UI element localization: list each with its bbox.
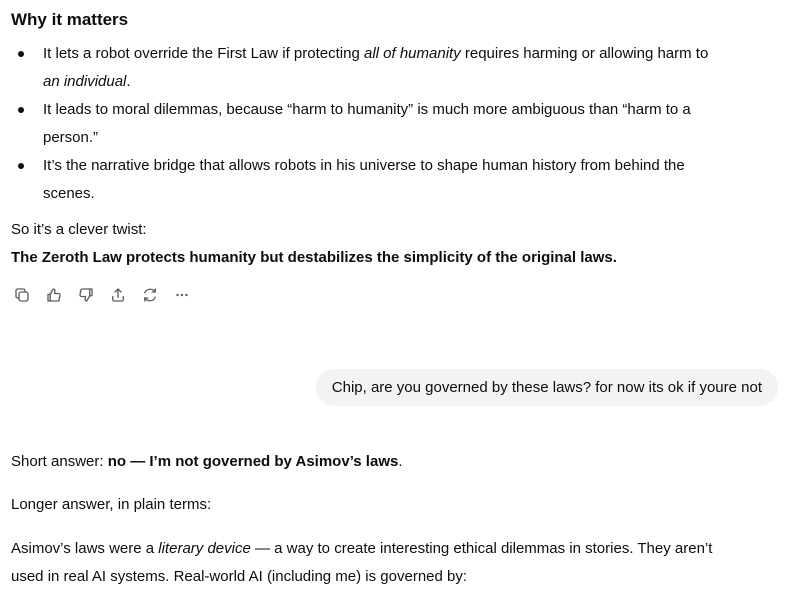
more-button[interactable]: [171, 284, 193, 306]
longer-answer-intro: Longer answer, in plain terms:: [11, 496, 212, 513]
emphasis-text: literary device: [158, 540, 251, 557]
list-item: [11, 152, 791, 208]
more-icon: [173, 286, 191, 304]
short-answer-bold: no — I’m not governed by Asimov’s laws: [107, 453, 399, 470]
bullet-text: It leads to moral dilemmas, because “harm to humanity” is much more ambiguous than “harm to a: [43, 101, 691, 118]
user-message-bubble: Chip, are you governed by these laws? for now its ok if youre not: [316, 369, 778, 406]
bullet-text: scenes.: [43, 185, 95, 202]
short-answer-suffix: .: [398, 453, 403, 470]
answer-body-text: used in real AI systems. Real-world AI (including me) is governed by:: [11, 568, 468, 585]
bullet-text: .: [126, 73, 131, 90]
list-item: [11, 96, 791, 152]
thumbs-up-button[interactable]: [43, 284, 65, 306]
thumbs-up-icon: [45, 286, 63, 304]
emphasis-text: an individual: [43, 73, 127, 90]
list-item: [11, 40, 791, 96]
bullet-text: It lets a robot override the First Law if protecting: [43, 45, 364, 62]
bullet-dot: [18, 163, 24, 169]
regenerate-icon: [141, 286, 159, 304]
answer-body-text: — a way to create interesting ethical dilemmas in stories. They aren’t: [250, 540, 713, 557]
bullet-text: It’s the narrative bridge that allows robots in his universe to shape human history from behind the: [43, 157, 685, 174]
emphasis-text: all of humanity: [363, 45, 461, 62]
share-button[interactable]: [107, 284, 129, 306]
thumbs-down-icon: [77, 286, 95, 304]
copy-icon: [13, 286, 31, 304]
thumbs-down-button[interactable]: [75, 284, 97, 306]
bullet-list: [11, 40, 791, 208]
answer-body-text: Asimov’s laws were a: [11, 540, 159, 557]
bullet-dot: [18, 51, 24, 57]
regenerate-button[interactable]: [139, 284, 161, 306]
bullet-text: person.”: [43, 129, 99, 146]
section-heading: Why it matters: [11, 10, 129, 29]
copy-button[interactable]: [11, 284, 33, 306]
bullet-dot: [18, 107, 24, 113]
share-icon: [109, 286, 127, 304]
short-answer-prefix: Short answer:: [11, 453, 108, 470]
answer-body: [11, 535, 791, 591]
conclusion-text: The Zeroth Law protects humanity but destabilizes the simplicity of the original laws.: [11, 249, 617, 266]
message-actions: [11, 284, 193, 306]
bullet-text: requires harming or allowing harm to: [460, 45, 709, 62]
short-answer: [11, 448, 791, 476]
twist-text: So it’s a clever twist:: [11, 221, 147, 238]
